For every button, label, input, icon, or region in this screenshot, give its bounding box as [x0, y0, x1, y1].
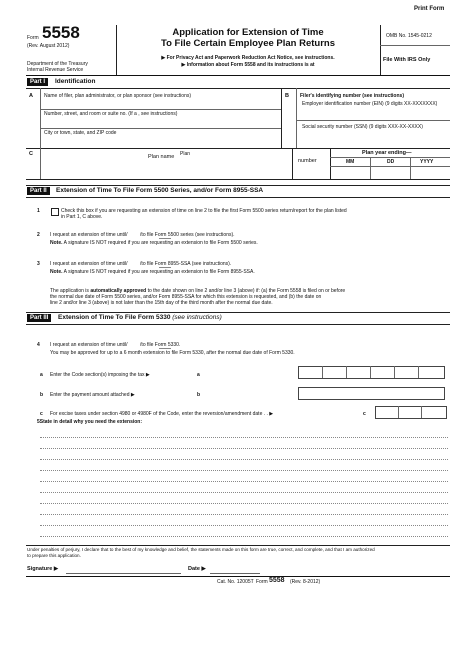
perjury-statement: Under penalties of perjury, I declare that to the best of my knowledge and belief, the statements made on this form are true, correct, and complete, and that I am authorized: [27, 547, 375, 552]
reversion-date-input[interactable]: [375, 406, 447, 419]
line-2-text: I request an extension of time until/ /to file Form 5500 series (see instructions).: [50, 232, 235, 238]
mm-header: MM: [346, 159, 355, 165]
line-4c-text: For excise taxes under section 4980 or 4980F of the Code, enter the reversion/amendment date . . ▶: [50, 411, 274, 417]
reason-line: [40, 503, 448, 504]
plan-year-dd-input[interactable]: [372, 167, 408, 177]
yyyy-header: YYYY: [420, 159, 434, 165]
street-address-input[interactable]: [44, 117, 278, 127]
print-form-button[interactable]: Print Form: [414, 6, 445, 12]
extension-reason-textarea[interactable]: [40, 426, 448, 538]
signature-label: Signature ▶: [27, 566, 59, 572]
catalog-number: Cat. No. 12005T: [217, 579, 254, 585]
code-section-input[interactable]: [298, 366, 445, 379]
form-title-line1: Application for Extension of Time: [172, 27, 324, 38]
city-state-zip-label: City or town, state, and ZIP code: [44, 130, 117, 136]
plan-number-input[interactable]: [294, 166, 328, 177]
line-2-note-text: A signature IS NOT required if you are requesting an extension to file Form 5500 series.: [63, 240, 258, 246]
line-4-text: I request an extension of time until/ /to file Form 5330.: [50, 342, 181, 348]
privacy-note: ▶ For Privacy Act and Paperwork Reduction Act Notice, see instructions.: [161, 55, 335, 61]
filer-id-title: Filer's identifying number (see instructions): [300, 93, 404, 99]
reason-line: [40, 525, 448, 526]
part-3-title-text: Extension of Time To File Form 5330: [58, 314, 171, 321]
line-1-text-cont: in Part 1, C above.: [61, 214, 103, 220]
line-1-text: Check this box if you are requesting an extension of time on line 2 to file the first Form 5500 series return/report for the plan listed: [61, 208, 347, 214]
part-1-title: Identification: [55, 78, 96, 85]
line-c-letter: C: [29, 151, 33, 157]
first-return-checkbox[interactable]: [51, 208, 59, 216]
reason-line: [40, 437, 448, 438]
department-label: Department of the Treasury: [27, 61, 88, 67]
reason-line: [40, 514, 448, 515]
date-field[interactable]: [210, 563, 260, 573]
line-2-date-input[interactable]: [159, 238, 171, 239]
footer-form-number: 5558: [269, 577, 285, 584]
city-state-zip-input[interactable]: [44, 136, 278, 147]
line-b-letter: B: [285, 93, 289, 99]
part-3-title: [58, 314, 222, 322]
line-3-number: 3: [37, 261, 40, 267]
part-1-label: Part I: [27, 78, 48, 86]
part-2-title: Extension of Time To File Form 5500 Series, and/or Form 8955-SSA: [56, 187, 264, 194]
note-label: Note.: [50, 269, 63, 275]
line-4-date-input[interactable]: [159, 348, 171, 349]
plan-name-label: Plan name: [148, 154, 175, 160]
line-4b-field-label: b: [197, 392, 201, 398]
street-address-label: Number, street, and room or suite no. (If a , see instructions): [44, 111, 178, 117]
irs-label: Internal Revenue Service: [27, 67, 84, 73]
part-3-label: Part III: [27, 314, 51, 322]
form-number: 5558: [42, 23, 80, 42]
reason-line: [40, 459, 448, 460]
line-4a-letter: a: [40, 372, 43, 378]
line-5-label: 5State in detail why you need the extension:: [37, 419, 143, 425]
line-3-date-input[interactable]: [159, 267, 171, 268]
reason-line: [40, 481, 448, 482]
ssn-input[interactable]: [300, 131, 448, 142]
plan-name-superscript: Plan: [180, 151, 191, 157]
omb-number: OMB No. 1545-0212: [386, 33, 432, 39]
line-3-text: I request an extension of time until/ /to file Form 8955-SSA (see instructions).: [50, 261, 232, 267]
auto-approval-post: to the date shown on line 2 and/or line 3 (above) if: (a) the Form 5558 is filed on or before: [147, 288, 346, 294]
ssn-label: Social security number (SSN) (9 digits XXX-XX-XXXX): [302, 124, 423, 130]
line-4b-text: Enter the payment amount attached ▶: [50, 392, 135, 398]
auto-approval-text-3: line 2 and/or line 3 (above) is not later than the 15th day of the third month after the normal due date.: [50, 300, 273, 306]
part-3-title-note: (see instructions): [172, 314, 222, 321]
reason-line: [40, 448, 448, 449]
file-with-irs: File With IRS Only: [383, 57, 431, 63]
line-4-number: 4: [37, 342, 40, 348]
ein-input[interactable]: [300, 108, 448, 119]
plan-number-label: number: [298, 158, 317, 164]
line-4-text-cont: You may be approved for up to a 6 month extension to file Form 5330, after the normal due date of Form 5330.: [50, 350, 295, 356]
reason-line: [40, 536, 448, 537]
filer-name-label: Name of filer, plan administrator, or plan sponsor (see instructions): [44, 93, 192, 99]
auto-approval-pre: The application is: [50, 288, 89, 294]
line-a-letter: A: [29, 93, 33, 99]
line-4b-letter: b: [40, 392, 44, 398]
line-4a-text: Enter the Code section(s) imposing the tax ▶: [50, 372, 150, 378]
footer-revision: (Rev. 8-2012): [290, 579, 321, 585]
auto-approval-text-2: the normal due date of Form 5500 series, and/or Form 8955-SSA for which this extension is requested, and (b) the date on: [50, 294, 322, 300]
plan-year-yyyy-input[interactable]: [412, 167, 448, 177]
reason-line: [40, 492, 448, 493]
note-label: Note.: [50, 240, 63, 246]
plan-year-mm-input[interactable]: [332, 167, 368, 177]
date-label: Date ▶: [188, 566, 206, 572]
line-2-number: 2: [37, 232, 40, 238]
auto-approval-bold: automatically approved: [90, 288, 147, 294]
line-3-note: [50, 269, 255, 275]
line-1-number: 1: [37, 208, 40, 214]
form-revision: (Rev. August 2012): [27, 43, 70, 49]
plan-year-ending-label: Plan year ending—: [362, 150, 412, 156]
signature-field[interactable]: [66, 563, 181, 573]
part-2-label: Part II: [27, 187, 50, 195]
line-4c-field-label: c: [363, 411, 366, 417]
perjury-statement-cont: to prepare this application.: [27, 553, 81, 558]
dd-header: DD: [387, 159, 395, 165]
reason-line: [40, 470, 448, 471]
filer-name-input[interactable]: [44, 99, 278, 109]
line-2-note: [50, 240, 258, 246]
form-label: Form: [27, 35, 39, 41]
ein-label: Employer identification number (EIN) (9 digits XX-XXXXXXX): [302, 101, 438, 107]
plan-name-input[interactable]: [44, 163, 289, 176]
line-3-note-text: A signature IS NOT required if you are requesting an extension to file Form 8955-SSA.: [63, 269, 255, 275]
form-title-line2: To File Certain Employee Plan Returns: [160, 38, 336, 49]
line-4a-field-label: a: [197, 372, 200, 378]
info-note: ▶ Information about Form 5558 and its instructions is at: [181, 62, 315, 68]
payment-amount-input[interactable]: [298, 387, 445, 400]
footer-form-label: Form: [256, 579, 268, 585]
line-4c-letter: c: [40, 411, 43, 417]
